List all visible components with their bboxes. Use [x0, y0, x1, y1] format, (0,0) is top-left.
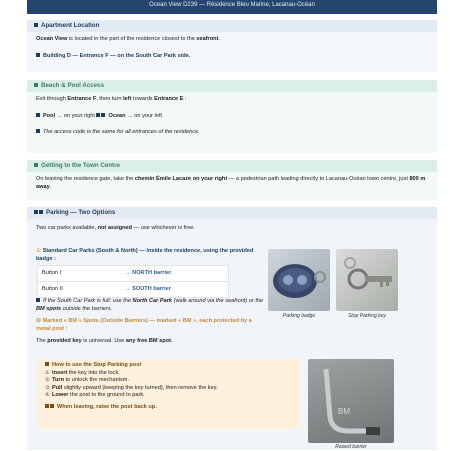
ocean-icon [101, 113, 105, 117]
badge-image [268, 249, 330, 311]
square-icon [45, 362, 49, 366]
caption-barrier: Raised barrier [335, 444, 367, 450]
step-item: ④ Lower the post to the ground to park. [45, 392, 145, 399]
square-icon [36, 129, 40, 133]
section-parking [27, 207, 437, 450]
stop-parking-instructions [37, 359, 299, 429]
raised-barrier-photo [308, 359, 394, 443]
key-note: The provided key is universal. Use any free BM spot. [36, 338, 173, 344]
parking-intro: Two car parks available, not assigned — use whichever is free. [36, 225, 195, 231]
section-body [27, 172, 437, 195]
page-title: Ocean View D239 — Résidence Bleu Marine, Lacanau-Océan [149, 2, 315, 8]
bm-spots-heading: ② Marked « BM » Spots (Outside Barriers) — marked « BM », each protected by a metal post : [36, 318, 252, 332]
section-heading: Apartment Location [27, 20, 437, 32]
table-row: Button II → SOUTH barrier [42, 286, 172, 292]
square-icon [36, 53, 40, 57]
caption-badge: Parking badge [282, 313, 316, 319]
apartment-building: Building D — Entrance F — on the South Car Park side. [36, 53, 428, 61]
badge-buttons-table [37, 265, 229, 298]
beach-note: The access code is the same for all entrances of the residence. [36, 129, 428, 137]
standard-parks-heading: ① Standard Car Parks (South & North) — inside the residence, using the provided badge : [36, 248, 254, 262]
section-apartment [27, 20, 437, 72]
table-row: Button I → NORTH barrier [38, 266, 228, 282]
beach-intro: Exit through Entrance F, then turn left towards Entrance E : [36, 96, 187, 102]
step-item: ① Insert the key into the lock. [45, 369, 120, 376]
square-icon [34, 210, 38, 214]
section-body [27, 92, 437, 141]
stop-parking-key-photo [336, 249, 398, 311]
barrier-image [308, 359, 394, 443]
section-body [27, 32, 437, 64]
key-image [336, 249, 398, 311]
ocean-icon [96, 113, 100, 117]
square-icon [34, 83, 38, 87]
pool-icon [36, 113, 40, 117]
square-icon [50, 404, 54, 408]
page-header [27, 0, 437, 14]
square-icon [34, 23, 38, 27]
beach-directions: Pool → on your right Ocean → on your left [36, 113, 428, 121]
caption-key: Stop Parking key [348, 313, 386, 319]
instructions-footer: When leaving, raise the post back up. [45, 404, 291, 412]
step-item: ② Turn to unlock the mechanism. [45, 377, 130, 384]
bm-marking: BM [338, 407, 350, 416]
square-icon [36, 298, 40, 302]
town-text: On leaving the residence gate, take the chemin Émile Lacaze on your right — a pedestrian path leading directly to Lacanau-Océan town centre, just 800 m away. [36, 176, 426, 190]
square-icon [34, 163, 38, 167]
section-heading: Parking — Two Options [27, 207, 437, 219]
section-heading: Getting to the Town Centre [27, 160, 437, 172]
square-icon [45, 404, 49, 408]
parking-badge-photo [268, 249, 330, 311]
square-icon [39, 210, 43, 214]
section-heading: Beach & Pool Access [27, 80, 437, 92]
section-town [27, 160, 437, 200]
apartment-line: Ocean View is located in the part of the residence closest to the seafront. [36, 36, 220, 42]
section-beach [27, 80, 437, 153]
instructions-title: How to use the Stop Parking post [45, 362, 291, 370]
step-item: ③ Pull slightly upward (keeping the key turned), then remove the key. [45, 384, 218, 391]
south-full-note: If the South Car Park is full: use the North Car Park (walk around via the seafront) or the BM spots outside the barriers. [36, 298, 264, 312]
